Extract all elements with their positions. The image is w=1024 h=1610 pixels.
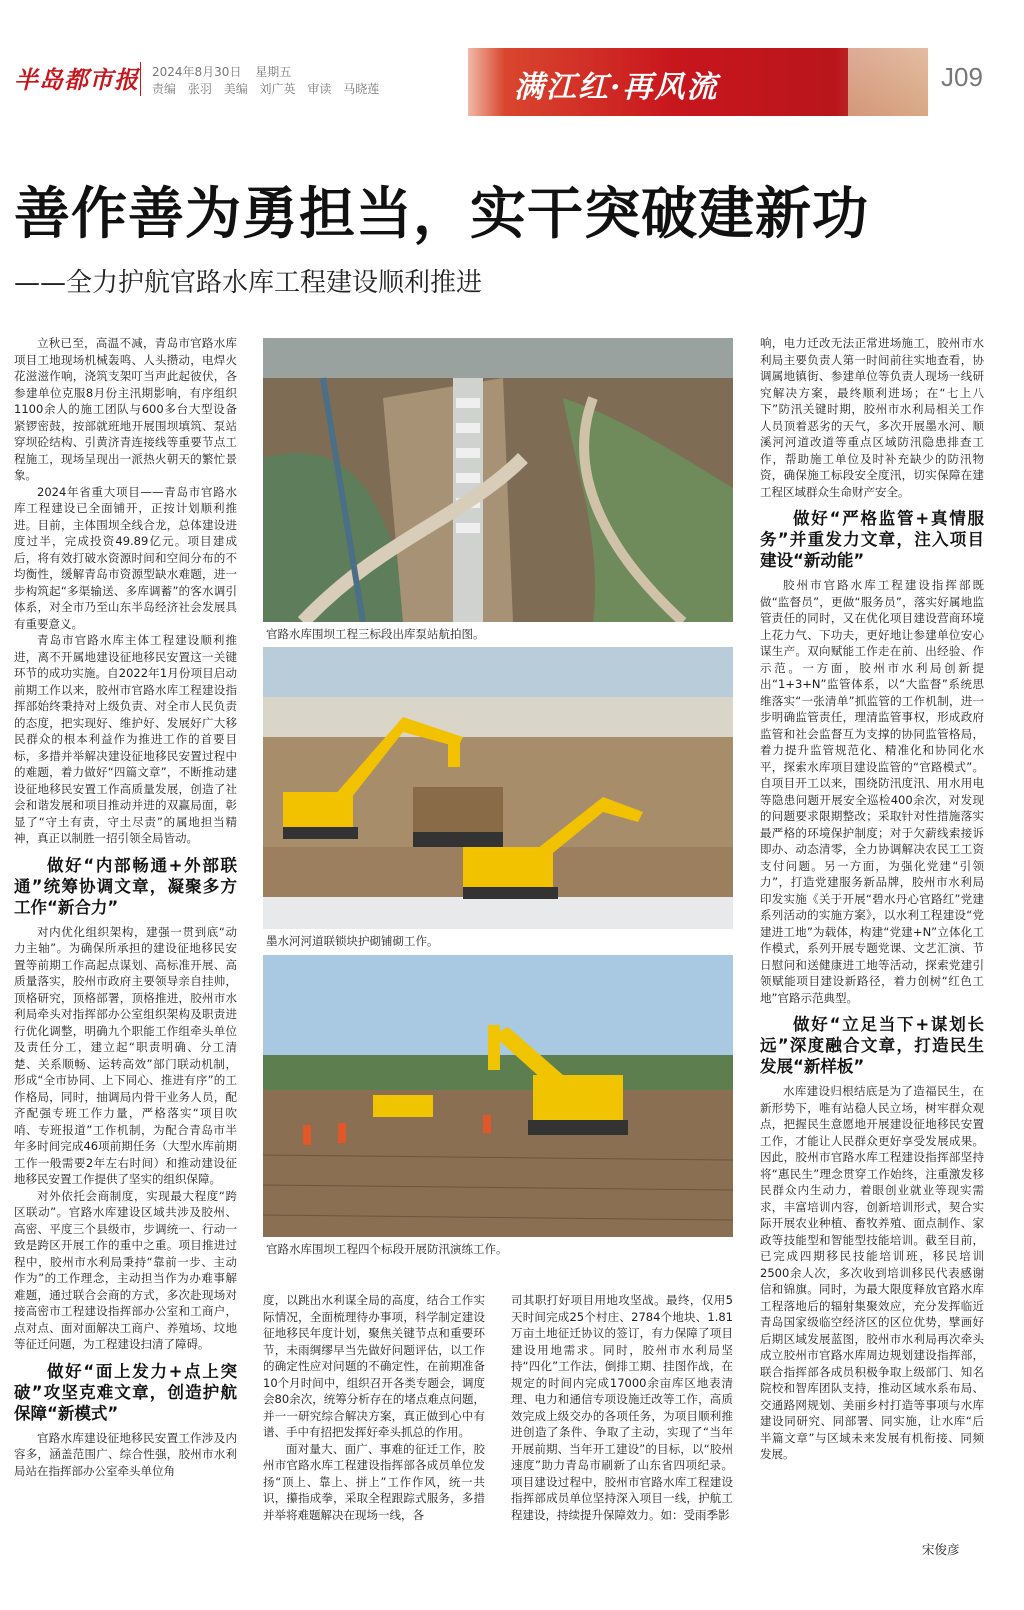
editor-credit: 马晓莲 <box>343 82 380 96</box>
paragraph: 度，以跳出水利谋全局的高度，结合工作实际情况，全面梳理待办事项，科学制定建设征地移民年度计划，聚焦关键节点和重要环节，未雨绸缪早当先做好问题评估，以工作的确定性应对问题的不确定性，在前期准备10个月时间中，组织召开各类专题会，调度会80余次，统筹分析存在的堵点难点问题，并一一研究综合解决方案，真正做到心中有谱、手中有招把发挥好牵头抓总的作用。 <box>263 1293 485 1439</box>
paragraph: 胶州市官路水库工程建设指挥部既做“监督员”，更做“服务员”，落实好属地监管责任的同时，又在优化项目建设营商环境上花力气、下功夫，更好地让参建单位安心谋生产。双向赋能工作走在前、出经验、作示范。一方面，胶州市水利局创新提出“1+3+N”监管体系，以“大监督”系统思维落实“一张清单”抓监管的工作机制，进一步明确监管责任，理清监管事权，形成政府监管和社会监督互为支撑的协同监管格局，着力提升监管规范化、精准化和协同化水平，探索水库项目建设监管的“官路模式”。自项目开工以来，围绕防汛度汛、用水用电等隐患问题开展安全巡检400余次，对发现的问题要求限期整改；采取针对性措施落实最严格的环境保护制度；对于欠薪线索接诉即办、动态清零，全力协调解决农民工工资支付问题。另一方面，为强化党建“引领力”，打造党建服务新品牌，胶州市水利局印发实施《关于开展“碧水丹心官路红”党建系列活动的实施方案》，以水利工程建设“党建进工地”为载体，构建“党建+N”立体化工作模式，系列开展专题党课、文艺汇演、节日慰问和送健康进工地等活动，探索党建引领赋能项目建设新路径，着力创树“红色工地”官路示范典型。 <box>760 578 984 1005</box>
page-number: J09 <box>941 62 983 92</box>
masthead-divider <box>140 62 141 96</box>
article-column-right <box>760 335 984 1535</box>
article-column-middle-2 <box>511 1292 733 1540</box>
photo-flood-drill <box>263 955 733 1237</box>
editor-credit: 审读 <box>307 82 332 96</box>
section-banner-title: 满江红·再风流 <box>514 70 719 105</box>
paragraph: 响，电力迁改无法正常进场施工，胶州市水利局主要负责人第一时间前往实地查看，协调属地镇街、参建单位等负责人现场一线研究解决方案，最终顺利进场；在“七上八下”防汛关键时期，胶州市水利局相关工作人员顶着恶劣的天气，多次开展墨水河、顺溪河河道改道等重点区域防汛隐患排查工作，帮助施工单位及时补充缺少的防汛物资，确保施工标段安全度汛，切实保障在建工程区域群众生命财产安全。 <box>760 336 984 499</box>
headline: 善作善为勇担当，实干突破建新功 <box>14 182 869 247</box>
paragraph: 面对量大、面广、事难的征迁工作，胶州市官路水库工程建设指挥部各成员单位发扬“顶上、靠上、拼上”工作作风，统一共识，攥指成拳，采取全程跟踪式服务，多措并举将难题解决在现场一线，各 <box>263 1441 485 1522</box>
photo-caption: 官路水库围坝工程四个标段开展防汛演练工作。 <box>266 1242 508 1256</box>
issue-date-line <box>152 63 301 80</box>
subheadline: ——全力护航官路水库工程建设顺利推进 <box>14 268 483 298</box>
paragraph: 水库建设归根结底是为了造福民生，在新形势下，唯有站稳人民立场，树牢群众观点，把握民生意愿地开展建设征地移民安置工作，才能让人民群众更好享受发展成果。因此，胶州市官路水库工程建设指挥部坚持将“惠民生”理念贯穿工作始终，注重激发移民群众内生动力，着眼创业就业等现实需求，丰富培训内容，创新培训形式，契合实际开展农业种植、畜牧养殖、面点制作、家政等技能型和智能型技能培训。截至目前，已完成四期移民技能培训班，移民培训2500余人次，多次收到培训移民代表感谢信和锦旗。同时，为最大限度释放官路水库工程落地后的辐射集聚效应，充分发挥临近青岛国家级临空经济区的区位优势，擘画好后期区域发展蓝图，胶州市水利局再次牵头成立胶州市官路水库周边规划建设指挥部，联合指挥部各成员积极争取上级部门、知名院校和智库团队支持，推动区域水系布局、交通路网规划、美丽乡村打造等事项与水库建设同研究、同部署、同实施，让水库“后半篇文章”与区域未来发展有机衔接、同频发展。 <box>760 1084 984 1461</box>
author-byline: 宋俊彦 <box>922 1542 960 1557</box>
paragraph: 司其职打好项目用地攻坚战。最终，仅用5天时间完成25个村庄、2784个地块、1.81万亩土地征迁协议的签订，有力保障了项目建设用地需求。同时，胶州市水利局坚持“四化”工作法，倒排工期、挂图作战，在规定的时间内完成17000余亩库区地表清理、电力和通信专项设施迁改等工作，高质效完成上级交办的各项任务，为项目顺利推进创造了条件、争取了主动，实现了“当年开展前期、当年开工建设”的目标，以“胶州速度”助力青岛市刷新了山东省四项纪录。项目建设过程中，胶州市官路水库工程建设指挥部成员单位坚持深入项目一线，护航工程建设，持续提升保障效力。如：受雨季影 <box>511 1293 733 1522</box>
editor-credit: 张羽 <box>187 82 212 96</box>
section-heading: 做好“严格监管+真情服务”并重发力文章，注入项目建设“新动能” <box>760 509 984 570</box>
section-banner <box>468 48 928 116</box>
photo-caption: 墨水河河道联锁块护砌铺砌工作。 <box>266 934 439 948</box>
paragraph: 2024年省重大项目——青岛市官路水库工程建设已全面铺开，正按计划顺利推进。目前，主体围坝全线合龙，总体建设进度过半，完成投资49.89亿元。项目建成后，将有效打破水资源时间和空间分布的不均衡性，缓解青岛市资源型缺水难题，进一步构筑起“多渠输送、多库调蓄”的客水调引体系，对全市乃至山东半岛经济社会发展具有重要意义。 <box>14 484 237 631</box>
editor-credit: 美编 <box>223 82 248 96</box>
section-heading: 做好“面上发力+点上突破”攻坚克难文章，创造护航保障“新模式” <box>14 1361 237 1423</box>
paragraph: 青岛市官路水库主体工程建设顺利推进，离不开属地建设征地移民安置这一关键环节的成功实施。自2022年1月份项目启动前期工作以来，胶州市官路水库工程建设指挥部始终秉持对上级负责、对全市人民负责的态度，把实现好、维护好、发展好广大移民群众的根本利益作为推进工作的首要目标，多措并举解决建设征地移民安置过程中的难题，着力做好“四篇文章”，不断推动建设征地移民安置工作高质量发展，创造了社会和谐发展和项目推动并进的双赢局面，彰显了“守土有责，守土尽责”的属地担当精神，真正以制胜一招引领全局皆动。 <box>14 633 237 845</box>
section-heading: 做好“内部畅通+外部联通”统筹协调文章，凝聚多方工作“新合力” <box>14 855 237 917</box>
editor-credit: 刘广英 <box>259 82 296 96</box>
paragraph: 对外依托会商制度，实现最大程度“跨区联动”。官路水库建设区域共涉及胶州、高密、平度三个县级市，步调统一、行动一致是跨区开展工作的重中之重。项目推进过程中，胶州市水利局秉持“靠前一步、主动作为”的工作理念，主动担当作为办难事解难题，通过联合会商的方式，多次赴现场对接高密市工程建设指挥部办公室和工商户，点对点、面对面解决工商户、养殖场、坟地等征迁问题，为工程建设扫清了障碍。 <box>14 1188 237 1351</box>
article-column-middle-1 <box>263 1292 485 1540</box>
paragraph: 对内优化组织架构，建强一贯到底“动力主轴”。为确保所承担的建设征地移民安置等前期工作高起点谋划、高标准开展、高质量落实，胶州市政府主要领导亲自挂帅，顶格研究，顶格部署，顶格推进，胶州市水利局牵头对指挥部办公室组织架构及职责进行优化调整，明确九个职能工作组牵头单位及责任分工，建立起“职责明确、分工清楚、关系顺畅、运转高效”部门联动机制，形成“全市协同、上下同心、推进有序”的工作格局，同时，抽调局内骨干业务人员，配齐配强专班工作力量，严格落实“项目吹哨、专班报道”工作机制，为配合青岛市半年多时间完成46项前期任务（大型水库前期工作一般需要2年左右时间）和推动建设征地移民安置工作提供了坚实的组织保障。 <box>14 924 237 1186</box>
editor-credit: 责编 <box>152 82 177 96</box>
photo-caption: 官路水库围坝工程三标段出库泵站航拍图。 <box>266 627 485 641</box>
editor-credits <box>152 80 387 97</box>
issue-date: 2024年8月30日 <box>152 65 242 79</box>
section-heading: 做好“立足当下+谋划长远”深度融合文章，打造民生发展“新样板” <box>760 1015 984 1076</box>
paragraph: 官路水库建设征地移民安置工作涉及内容多，涵盖范围广、综合性强，胶州市水利局站在指挥部办公室牵头单位角 <box>14 1430 237 1478</box>
issue-weekday: 星期五 <box>255 65 292 79</box>
newspaper-logo: 半岛都市报 <box>14 65 139 94</box>
photo-pump-station-aerial <box>263 338 733 622</box>
masthead <box>0 0 1024 118</box>
photo-excavators-riverbank <box>263 647 733 929</box>
article-column-left <box>14 335 237 1555</box>
paragraph: 立秋已至，高温不减，青岛市官路水库项目工地现场机械轰鸣、人头攒动，电焊火花滋滋作响，浇筑支架叮当声此起彼伏，各参建单位克服8月份主汛期影响，有序组织1100余人的施工团队与600多台大型设备紧锣密鼓，按部就班地开展围坝填筑、泵站穿坝砼结构、引黄济青连接线等重要节点工程施工，现场呈现出一派热火朝天的繁忙景象。 <box>14 336 237 482</box>
